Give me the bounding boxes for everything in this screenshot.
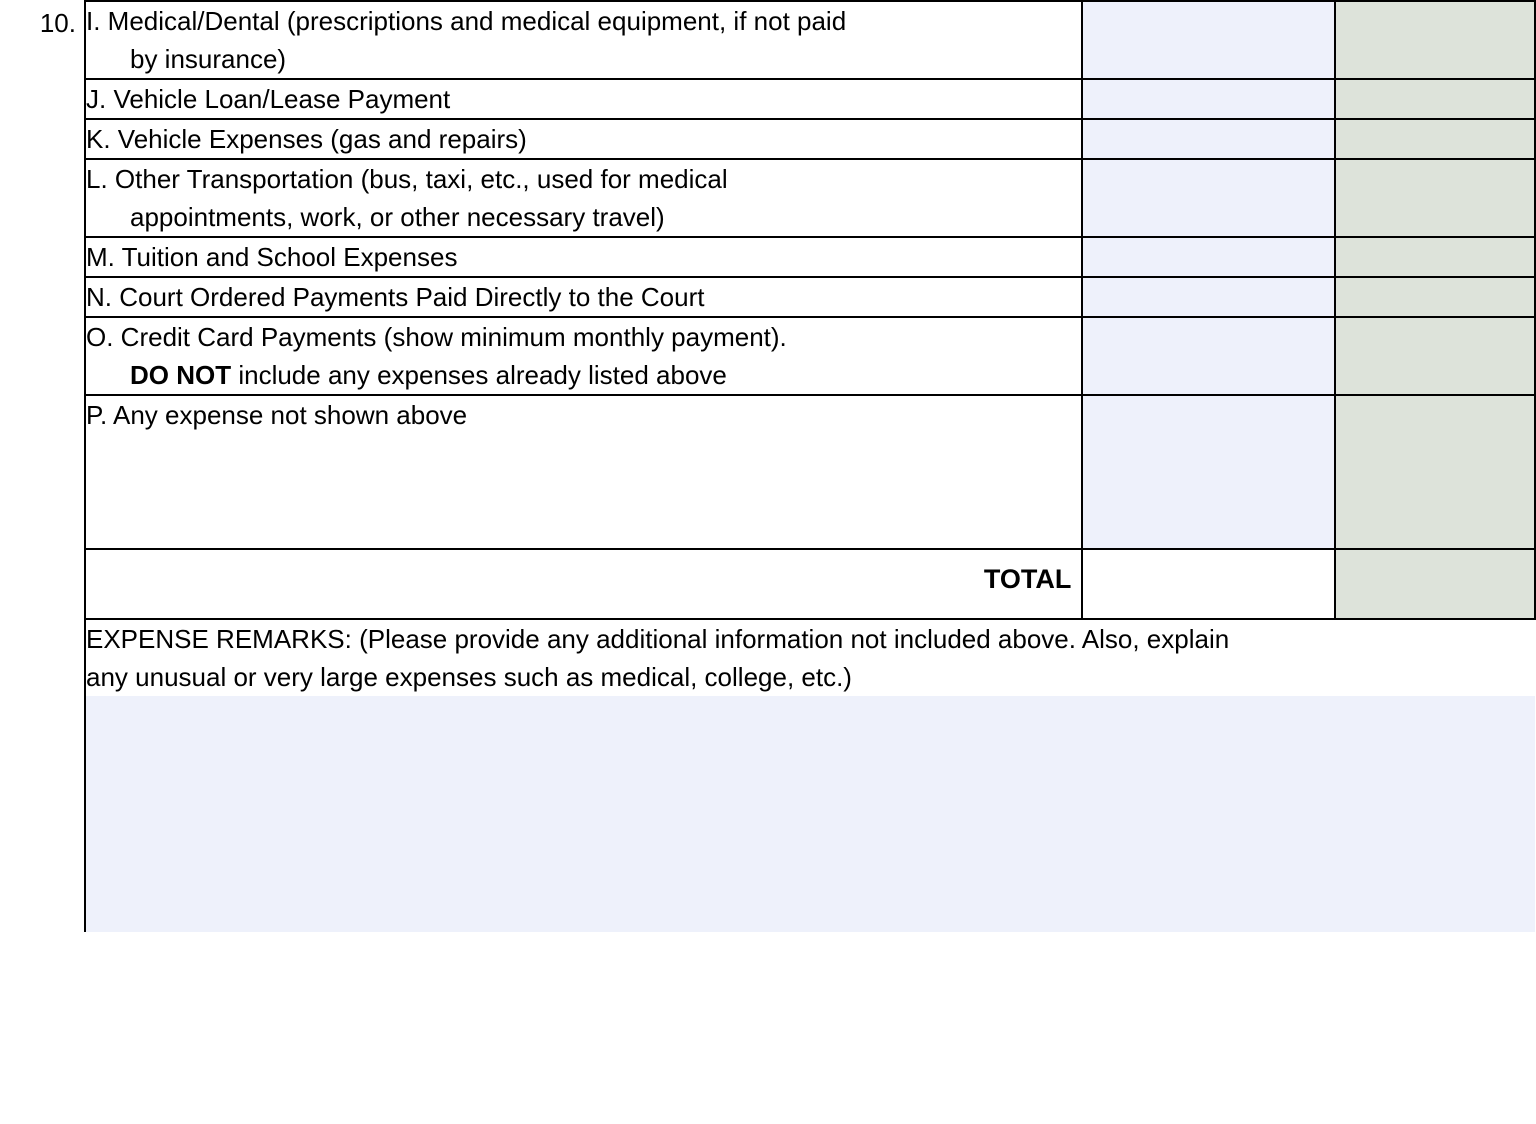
amount-input-credit-card[interactable] (1082, 317, 1334, 395)
amount-input-tuition[interactable] (1082, 237, 1334, 277)
row-label-tuition (85, 237, 1082, 277)
shaded-cell-credit-card (1335, 317, 1535, 395)
row-label-any-other-expense[interactable] (85, 395, 1082, 549)
row-label-line1: N. Court Ordered Payments Paid Directly to the Court (86, 282, 705, 312)
shaded-cell-total (1335, 549, 1535, 619)
row-label-line2 (86, 356, 1081, 394)
amount-input-other-transportation[interactable] (1082, 159, 1334, 237)
row-label-medical-dental (85, 1, 1082, 79)
table-row (85, 79, 1535, 119)
row-label-line1: P. Any expense not shown above (86, 400, 468, 430)
row-label-line1: M. Tuition and School Expenses (86, 242, 458, 272)
shaded-cell-vehicle-loan (1335, 79, 1535, 119)
row-label-line1: O. Credit Card Payments (show minimum monthly payment). (86, 322, 787, 352)
table-row (85, 277, 1535, 317)
remarks-line1: EXPENSE REMARKS: (Please provide any additional information not included above. Also, explain (86, 624, 1230, 654)
amount-input-any-other-expense[interactable] (1082, 395, 1334, 549)
row-label-vehicle-loan (85, 79, 1082, 119)
expense-remarks-input[interactable] (85, 696, 1535, 932)
total-amount-input[interactable] (1082, 549, 1334, 619)
shaded-cell-other-transportation (1335, 159, 1535, 237)
expense-remarks-label (85, 619, 1535, 696)
row-label-other-transportation (85, 159, 1082, 237)
row-label-line2: appointments, work, or other necessary travel) (130, 202, 665, 232)
table-row (85, 1, 1535, 79)
item-number-label: 10. (39, 8, 76, 38)
row-label-line1: K. Vehicle Expenses (gas and repairs) (86, 124, 527, 154)
table-row (85, 395, 1535, 549)
table-row (85, 119, 1535, 159)
shaded-cell-vehicle-expenses (1335, 119, 1535, 159)
row-label-vehicle-expenses (85, 119, 1082, 159)
row-label-line2: by insurance) (130, 44, 287, 74)
table-row (85, 237, 1535, 277)
shaded-cell-medical-dental (1335, 1, 1535, 79)
table-row-total (85, 549, 1535, 619)
row-label-line1: I. Medical/Dental (prescriptions and medical equipment, if not paid (86, 6, 847, 36)
remarks-line2: any unusual or very large expenses such as medical, college, etc.) (86, 662, 852, 692)
do-not-emphasis: DO NOT (130, 360, 232, 390)
amount-input-court-ordered[interactable] (1082, 277, 1334, 317)
table-row (85, 159, 1535, 237)
shaded-cell-court-ordered (1335, 277, 1535, 317)
amount-input-vehicle-loan[interactable] (1082, 79, 1334, 119)
shaded-cell-tuition (1335, 237, 1535, 277)
shaded-cell-any-other-expense (1335, 395, 1535, 549)
amount-input-vehicle-expenses[interactable] (1082, 119, 1334, 159)
row-label-credit-card (85, 317, 1082, 395)
expense-table (84, 0, 1536, 932)
total-label: TOTAL (85, 549, 1082, 619)
table-row (85, 317, 1535, 395)
row-label-line2-rest: include any expenses already listed above (231, 360, 727, 390)
row-label-line1: L. Other Transportation (bus, taxi, etc., used for medical (86, 164, 728, 194)
amount-input-medical-dental[interactable] (1082, 1, 1334, 79)
row-label-line1: J. Vehicle Loan/Lease Payment (86, 84, 451, 114)
row-label-court-ordered (85, 277, 1082, 317)
table-row-remarks-input (85, 696, 1535, 932)
table-row-remarks (85, 619, 1535, 696)
